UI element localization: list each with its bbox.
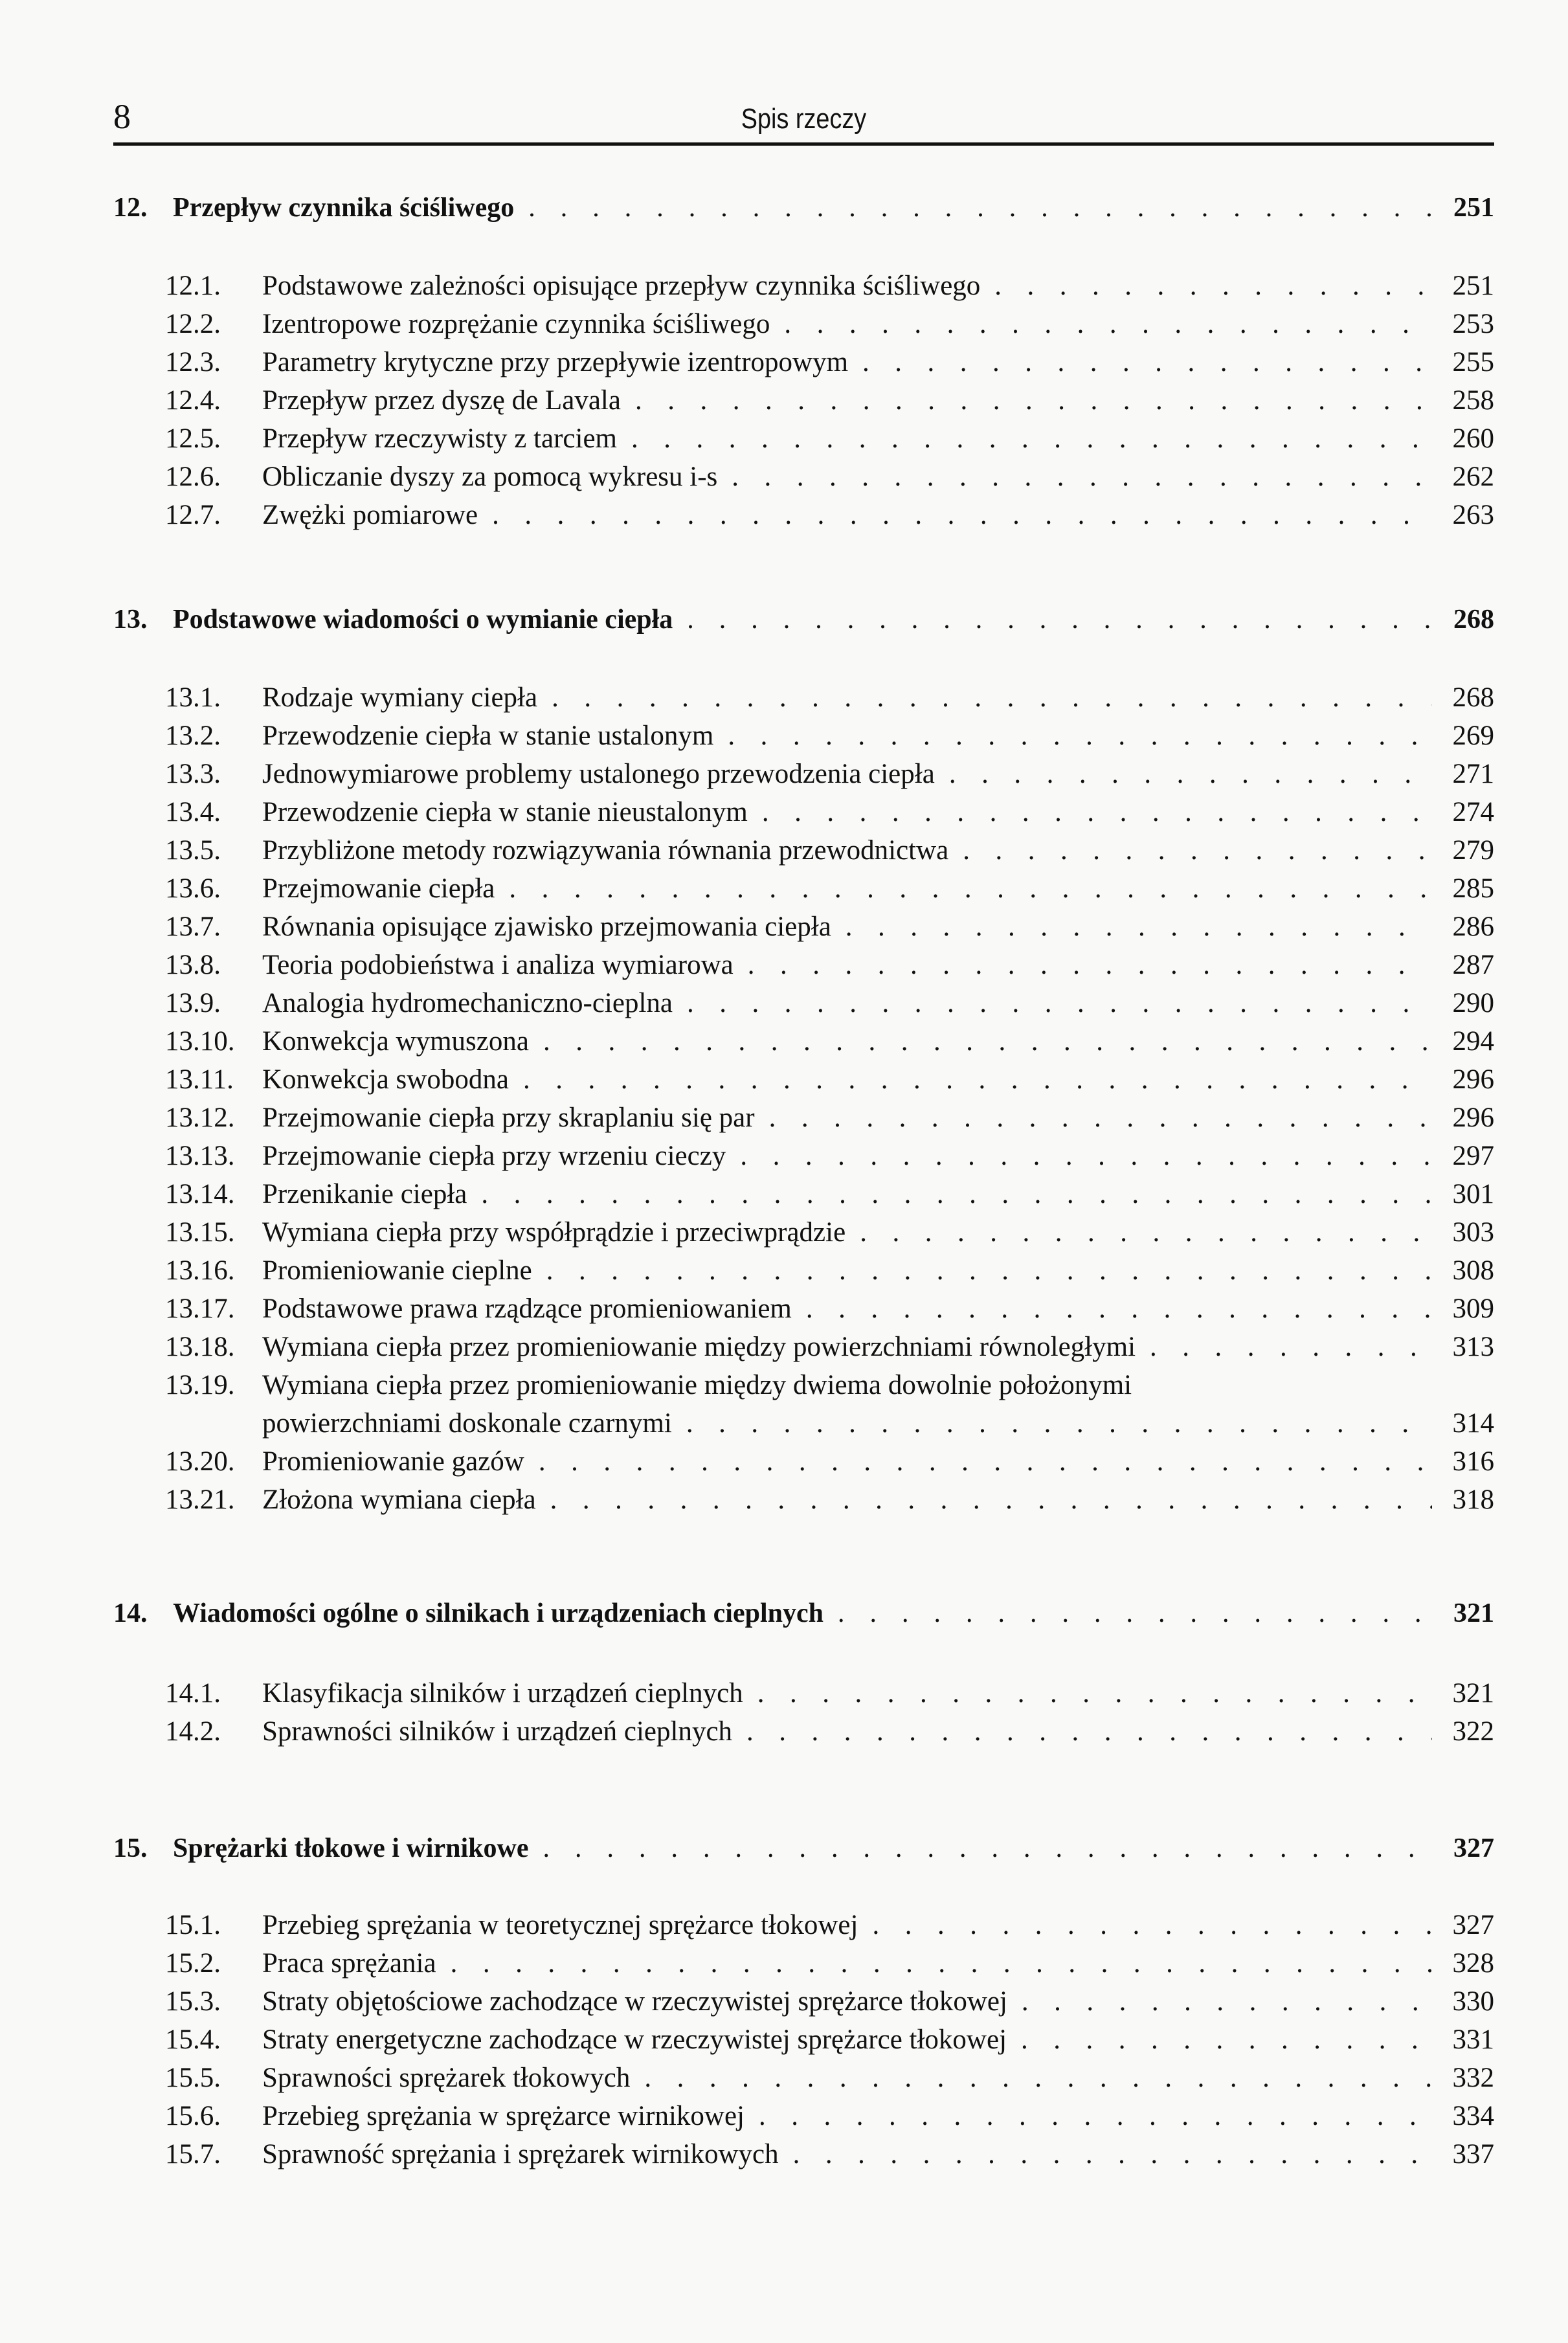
section-number: 13.14.	[165, 1179, 235, 1209]
dot-leader	[862, 344, 1432, 381]
section-number: 13.2.	[165, 721, 221, 751]
dot-leader	[635, 382, 1432, 420]
section-page: 308	[1452, 1255, 1494, 1286]
section-number: 13.4.	[165, 797, 221, 827]
section-number: 13.11.	[165, 1064, 234, 1095]
toc-section-13-7[interactable]	[113, 908, 1494, 946]
toc-section-13-9[interactable]	[113, 985, 1494, 1022]
toc-section-15-3[interactable]	[113, 1983, 1494, 2021]
section-page: 263	[1452, 500, 1494, 530]
section-page: 318	[1452, 1485, 1494, 1515]
chapter-title: Przepływ czynnika ściśliwego	[173, 193, 515, 223]
toc-section-14-1[interactable]	[113, 1675, 1494, 1712]
dot-leader	[550, 1481, 1432, 1519]
chapter-title: Podstawowe wiadomości o wymianie ciepła	[173, 605, 673, 634]
dot-leader	[528, 189, 1432, 227]
section-page: 316	[1452, 1446, 1494, 1477]
section-title: Przepływ przez dyszę de Lavala	[262, 385, 621, 416]
dot-leader	[451, 1945, 1432, 1982]
toc-section-13-6[interactable]	[113, 870, 1494, 908]
section-page: 296	[1452, 1064, 1494, 1095]
section-title: Jednowymiarowe problemy ustalonego przewodzenia ciepła	[262, 759, 935, 789]
toc-section-15-5[interactable]	[113, 2059, 1494, 2097]
section-number: 12.5.	[165, 423, 221, 454]
toc-section-13-21[interactable]	[113, 1481, 1494, 1519]
section-page: 314	[1452, 1408, 1494, 1439]
dot-leader	[687, 985, 1432, 1022]
dot-leader	[748, 947, 1432, 984]
section-number: 13.6.	[165, 873, 221, 904]
chapter-page: 327	[1453, 1833, 1494, 1863]
dot-leader	[872, 1907, 1432, 1944]
dot-leader	[963, 832, 1432, 869]
dot-leader	[543, 1023, 1432, 1060]
section-page: 313	[1452, 1332, 1494, 1362]
toc-section-12-1[interactable]	[113, 267, 1494, 305]
toc-chapter-13[interactable]	[113, 601, 1494, 638]
section-title: Rodzaje wymiany ciepła	[262, 682, 538, 713]
section-page: 286	[1452, 912, 1494, 942]
section-title: Sprawność sprężania i sprężarek wirnikowych	[262, 2139, 779, 2169]
section-page: 262	[1452, 462, 1494, 492]
toc-section-13-8[interactable]	[113, 947, 1494, 984]
chapter-number: 14.	[113, 1598, 148, 1628]
section-title: Promieniowanie gazów	[262, 1446, 524, 1477]
section-page: 297	[1452, 1141, 1494, 1171]
dot-leader	[793, 2136, 1432, 2173]
section-title: Wymiana ciepła przez promieniowanie między powierzchniami równoległymi	[262, 1332, 1136, 1362]
chapter-number: 13.	[113, 605, 148, 634]
toc-section-12-2[interactable]	[113, 306, 1494, 343]
section-title: Przenikanie ciepła	[262, 1179, 467, 1209]
dot-leader	[994, 267, 1432, 305]
toc-section-12-5[interactable]	[113, 420, 1494, 458]
dot-leader	[732, 458, 1432, 496]
dot-leader	[492, 497, 1432, 534]
section-title: Przewodzenie ciepła w stanie nieustalonym	[262, 797, 748, 827]
section-title: Podstawowe zależności opisujące przepływ czynnika ściśliwego	[262, 271, 981, 301]
toc-chapter-12[interactable]	[113, 189, 1494, 227]
dot-leader	[543, 1830, 1432, 1867]
toc-section-13-17[interactable]	[113, 1290, 1494, 1328]
section-title: Zwężki pomiarowe	[262, 500, 478, 530]
toc-section-15-6[interactable]	[113, 2098, 1494, 2135]
section-number: 15.4.	[165, 2024, 221, 2055]
section-number: 13.7.	[165, 912, 221, 942]
dot-leader	[523, 1061, 1432, 1099]
dot-leader	[1021, 2021, 1432, 2059]
toc-section-15-7[interactable]	[113, 2136, 1494, 2173]
toc-section-13-2[interactable]	[113, 717, 1494, 755]
section-title: Przebieg sprężania w sprężarce wirnikowej	[262, 2101, 745, 2131]
section-number: 13.20.	[165, 1446, 235, 1477]
section-title: Straty energetyczne zachodzące w rzeczywistej sprężarce tłokowej	[262, 2024, 1007, 2055]
section-title: Obliczanie dyszy za pomocą wykresu i-s	[262, 462, 718, 492]
section-number: 14.2.	[165, 1716, 221, 1747]
section-page: 321	[1452, 1678, 1494, 1709]
section-title: Izentropowe rozprężanie czynnika ściśliwego	[262, 309, 770, 339]
section-title: Konwekcja swobodna	[262, 1064, 509, 1095]
toc-section-13-12[interactable]	[113, 1099, 1494, 1137]
section-title: Sprawności silników i urządzeń cieplnych	[262, 1716, 733, 1747]
section-number: 13.18.	[165, 1332, 235, 1362]
section-page: 327	[1452, 1910, 1494, 1940]
section-number: 13.21.	[165, 1485, 235, 1515]
section-page: 331	[1452, 2024, 1494, 2055]
section-page: 301	[1452, 1179, 1494, 1209]
section-page: 258	[1452, 385, 1494, 416]
section-number: 15.5.	[165, 2063, 221, 2093]
toc-section-13-16[interactable]	[113, 1252, 1494, 1290]
section-title: Wymiana ciepła przy współprądzie i przeciwprądzie	[262, 1217, 846, 1248]
toc-section-13-15[interactable]	[113, 1214, 1494, 1251]
header-rule	[113, 142, 1494, 146]
dot-leader	[846, 908, 1432, 946]
section-page: 260	[1452, 423, 1494, 454]
dot-leader	[552, 679, 1432, 717]
section-page: 271	[1452, 759, 1494, 789]
toc-section-14-2[interactable]	[113, 1713, 1494, 1751]
section-page: 322	[1452, 1716, 1494, 1747]
section-title: Konwekcja wymuszona	[262, 1026, 529, 1057]
toc-section-13-18[interactable]	[113, 1328, 1494, 1366]
section-title: Wymiana ciepła przez promieniowanie między dwiema dowolnie położonymi	[262, 1370, 1132, 1400]
section-number: 14.1.	[165, 1678, 221, 1709]
section-title: Parametry krytyczne przy przepływie izentropowym	[262, 347, 849, 377]
section-number: 15.2.	[165, 1948, 221, 1979]
section-page: 274	[1452, 797, 1494, 827]
toc-section-13-5[interactable]	[113, 832, 1494, 869]
toc-section-13-11[interactable]	[113, 1061, 1494, 1099]
dot-leader	[757, 1675, 1432, 1712]
section-number: 12.6.	[165, 462, 221, 492]
section-number: 13.13.	[165, 1141, 235, 1171]
section-page: 279	[1452, 835, 1494, 866]
toc-section-15-1[interactable]	[113, 1907, 1494, 1944]
section-number: 15.6.	[165, 2101, 221, 2131]
chapter-title: Sprężarki tłokowe i wirnikowe	[173, 1833, 529, 1863]
section-page: 309	[1452, 1294, 1494, 1324]
section-number: 13.5.	[165, 835, 221, 866]
toc-section-13-1[interactable]	[113, 679, 1494, 717]
section-number: 12.2.	[165, 309, 221, 339]
toc-section-12-7[interactable]	[113, 497, 1494, 534]
section-title: Złożona wymiana ciepła	[262, 1485, 536, 1515]
section-number: 13.3.	[165, 759, 221, 789]
section-number: 13.12.	[165, 1103, 235, 1133]
section-page: 287	[1452, 950, 1494, 980]
section-number: 13.19.	[165, 1370, 235, 1400]
section-title: Praca sprężania	[262, 1948, 436, 1979]
dot-leader	[1150, 1328, 1432, 1366]
section-title: Przejmowanie ciepła	[262, 873, 495, 904]
toc-section-13-20[interactable]	[113, 1443, 1494, 1481]
dot-leader	[644, 2059, 1432, 2097]
dot-leader	[686, 1405, 1432, 1442]
toc-section-15-2[interactable]	[113, 1945, 1494, 1982]
section-number: 12.1.	[165, 271, 221, 301]
toc-chapter-14[interactable]	[113, 1595, 1494, 1632]
section-page: 330	[1452, 1986, 1494, 2017]
toc-section-13-10[interactable]	[113, 1023, 1494, 1060]
dot-leader	[546, 1252, 1432, 1290]
section-title: Przejmowanie ciepła przy wrzeniu cieczy	[262, 1141, 726, 1171]
dot-leader	[687, 601, 1432, 638]
chapter-page: 268	[1453, 605, 1494, 634]
dot-leader	[539, 1443, 1432, 1481]
section-page: 285	[1452, 873, 1494, 904]
toc-section-13-19-cont[interactable]	[113, 1405, 1494, 1442]
section-title: Teoria podobieństwa i analiza wymiarowa	[262, 950, 734, 980]
section-number: 13.1.	[165, 682, 221, 713]
dot-leader	[838, 1595, 1432, 1632]
toc-section-13-13[interactable]	[113, 1138, 1494, 1175]
dot-leader	[759, 2098, 1432, 2135]
section-title: Przybliżone metody rozwiązywania równania przewodnictwa	[262, 835, 949, 866]
dot-leader	[746, 1713, 1432, 1751]
toc-section-13-4[interactable]	[113, 794, 1494, 831]
section-page: 269	[1452, 721, 1494, 751]
dot-leader	[1022, 1983, 1432, 2021]
section-number: 13.17.	[165, 1294, 235, 1324]
running-head	[113, 91, 1494, 142]
section-title: Promieniowanie cieplne	[262, 1255, 532, 1286]
section-title: Przewodzenie ciepła w stanie ustalonym	[262, 721, 714, 751]
section-page: 255	[1452, 347, 1494, 377]
section-number: 13.16.	[165, 1255, 235, 1286]
section-title: Analogia hydromechaniczno-cieplna	[262, 988, 673, 1018]
section-number: 15.7.	[165, 2139, 221, 2169]
chapter-page: 321	[1453, 1598, 1494, 1628]
dot-leader	[860, 1214, 1432, 1251]
toc-section-15-4[interactable]	[113, 2021, 1494, 2059]
dot-leader	[769, 1099, 1432, 1137]
section-number: 13.9.	[165, 988, 221, 1018]
section-page: 296	[1452, 1103, 1494, 1133]
section-number: 12.7.	[165, 500, 221, 530]
dot-leader	[509, 870, 1432, 908]
section-title: Równania opisujące zjawisko przejmowania ciepła	[262, 912, 831, 942]
dot-leader	[481, 1176, 1432, 1213]
section-title: Przepływ rzeczywisty z tarciem	[262, 423, 617, 454]
toc-section-12-3[interactable]	[113, 344, 1494, 381]
chapter-number: 12.	[113, 193, 148, 223]
section-title: Przebieg sprężania w teoretycznej sprężarce tłokowej	[262, 1910, 858, 1940]
chapter-title: Wiadomości ogólne o silnikach i urządzeniach cieplnych	[173, 1598, 823, 1628]
toc-section-13-3[interactable]	[113, 756, 1494, 793]
section-number: 15.3.	[165, 1986, 221, 2017]
section-page: 294	[1452, 1026, 1494, 1057]
section-page: 334	[1452, 2101, 1494, 2131]
section-title: Podstawowe prawa rządzące promieniowaniem	[262, 1294, 792, 1324]
toc-chapter-15[interactable]	[113, 1830, 1494, 1867]
section-title-continuation: powierzchniami doskonale czarnymi	[262, 1408, 672, 1439]
section-number: 12.4.	[165, 385, 221, 416]
dot-leader	[806, 1290, 1432, 1328]
section-number: 15.1.	[165, 1910, 221, 1940]
section-number: 13.15.	[165, 1217, 235, 1248]
section-number: 13.8.	[165, 950, 221, 980]
toc-section-13-14[interactable]	[113, 1176, 1494, 1213]
section-title: Przejmowanie ciepła przy skraplaniu się par	[262, 1103, 755, 1133]
section-page: 251	[1452, 271, 1494, 301]
section-title: Sprawności sprężarek tłokowych	[262, 2063, 631, 2093]
section-page: 253	[1452, 309, 1494, 339]
chapter-page: 251	[1453, 193, 1494, 223]
section-page: 290	[1452, 988, 1494, 1018]
dot-leader	[728, 717, 1432, 755]
dot-leader	[631, 420, 1432, 458]
page-number: 8	[113, 97, 131, 136]
section-page: 328	[1452, 1948, 1494, 1979]
section-page: 268	[1452, 682, 1494, 713]
section-page: 337	[1452, 2139, 1494, 2169]
running-title: Spis rzeczy	[741, 103, 867, 135]
section-title: Straty objętościowe zachodzące w rzeczywistej sprężarce tłokowej	[262, 1986, 1007, 2017]
dot-leader	[740, 1138, 1432, 1175]
toc-section-12-6[interactable]	[113, 458, 1494, 496]
section-number: 13.10.	[165, 1026, 235, 1057]
toc-section-13-19[interactable]	[113, 1367, 1494, 1404]
section-page: 303	[1452, 1217, 1494, 1248]
dot-leader	[949, 756, 1432, 793]
section-page: 332	[1452, 2063, 1494, 2093]
dot-leader	[784, 306, 1432, 343]
chapter-number: 15.	[113, 1833, 148, 1863]
dot-leader	[762, 794, 1432, 831]
section-title: Klasyfikacja silników i urządzeń cieplnych	[262, 1678, 743, 1709]
toc-section-12-4[interactable]	[113, 382, 1494, 420]
section-number: 12.3.	[165, 347, 221, 377]
